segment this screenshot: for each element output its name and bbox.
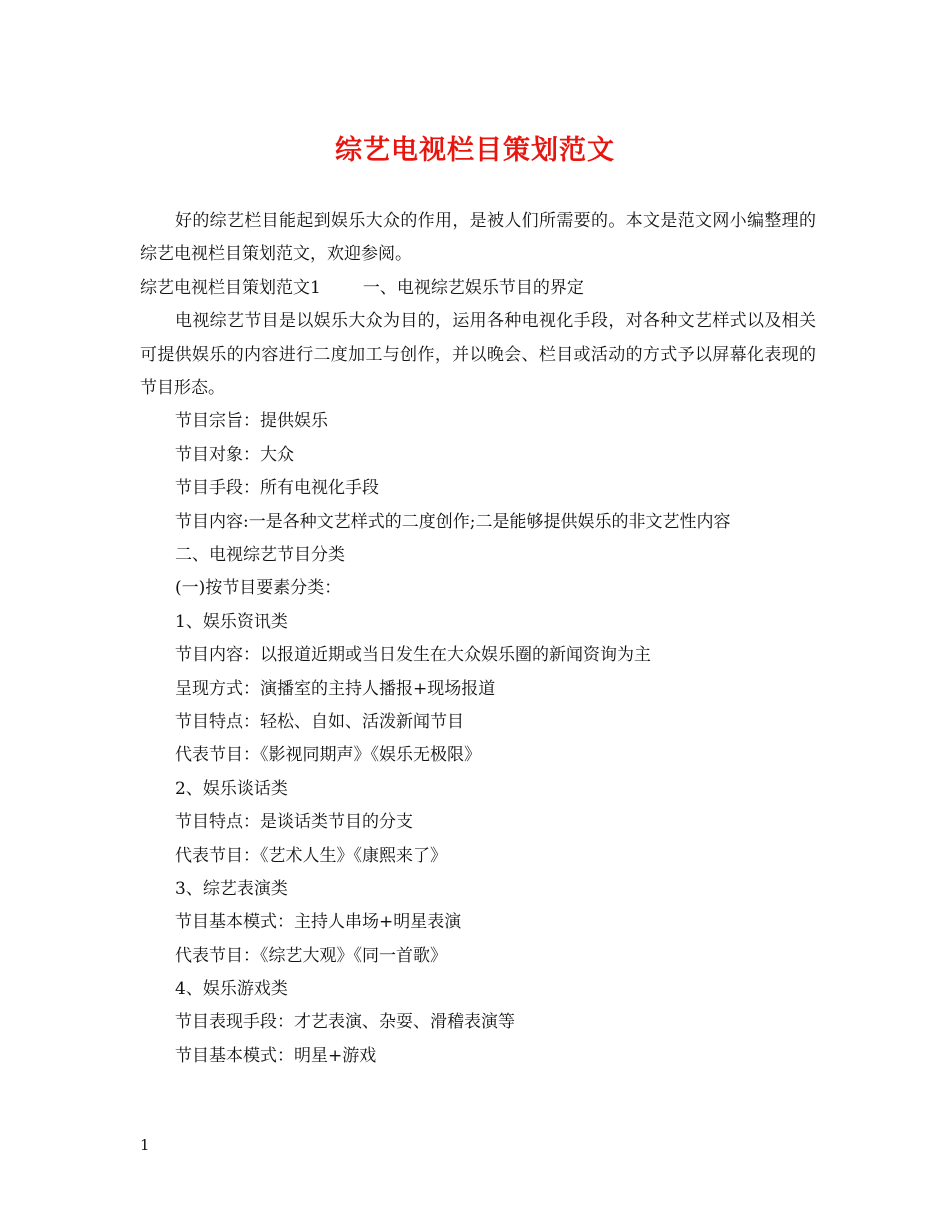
definition-paragraph: 电视综艺节目是以娱乐大众为目的，运用各种电视化手段，对各种文艺样式以及相关可提供娱乐的内容进行二度加工与创作，并以晚会、栏目或活动的方式予以屏幕化表现的节目形态。 xyxy=(140,311,816,399)
category-heading: 1、娱乐资讯类 xyxy=(175,611,288,632)
category-heading: 4、娱乐游戏类 xyxy=(175,979,288,1000)
text-line: 节目手段：所有电视化手段 xyxy=(175,478,379,499)
document-body xyxy=(140,205,816,1073)
text-line: 节目表现手段：才艺表演、杂耍、滑稽表演等 xyxy=(175,1012,515,1033)
section-heading: 一、电视综艺娱乐节目的界定 xyxy=(362,277,584,298)
category-heading: 3、综艺表演类 xyxy=(175,878,288,899)
text-line: 节目对象：大众 xyxy=(175,444,294,465)
text-line: 代表节目：《综艺大观》《同一首歌》 xyxy=(175,945,447,966)
text-line: 节目内容：以报道近期或当日发生在大众娱乐圈的新闻资询为主 xyxy=(175,645,651,666)
text-line: 节目宗旨：提供娱乐 xyxy=(175,411,328,432)
intro-paragraph: 好的综艺栏目能起到娱乐大众的作用，是被人们所需要的。本文是范文网小编整理的综艺电视栏目策划范文，欢迎参阅。 xyxy=(140,211,816,265)
text-line: 节目特点：轻松、自如、活泼新闻节目 xyxy=(175,711,464,732)
subheading-line xyxy=(140,272,816,305)
text-line: 节目内容:一是各种文艺样式的二度创作;二是能够提供娱乐的非文艺性内容 xyxy=(175,511,731,532)
page-number: 1 xyxy=(140,1136,150,1154)
text-line: 代表节目：《影视同期声》《娱乐无极限》 xyxy=(175,745,481,766)
text-line: 节目基本模式：主持人串场+明星表演 xyxy=(175,912,462,933)
text-line: 呈现方式：演播室的主持人播报+现场报道 xyxy=(175,678,496,699)
text-line: 代表节目：《艺术人生》《康熙来了》 xyxy=(175,845,447,866)
subheading-label: 综艺电视栏目策划范文1 xyxy=(140,277,321,298)
category-heading: 2、娱乐谈话类 xyxy=(175,778,288,799)
text-line: 节目基本模式：明星+游戏 xyxy=(175,1045,377,1066)
section-heading: 二、电视综艺节目分类 xyxy=(175,544,345,565)
subsection-heading: (一)按节目要素分类： xyxy=(175,578,342,599)
text-line: 节目特点：是谈话类节目的分支 xyxy=(175,812,413,833)
document-title: 综艺电视栏目策划范文 xyxy=(335,135,615,166)
